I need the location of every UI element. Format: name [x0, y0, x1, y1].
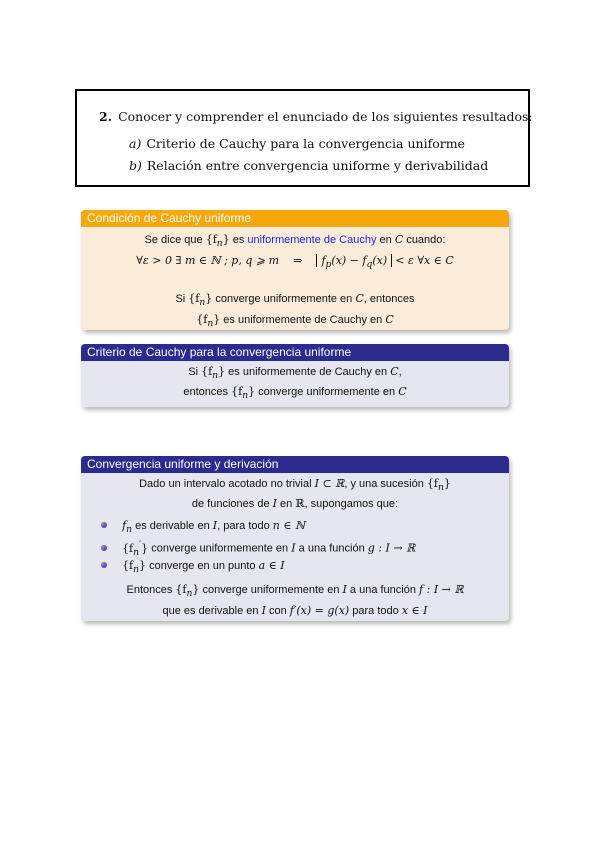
bullet-dot-icon	[101, 545, 107, 551]
exercise-item-b: b) Relación entre convergencia uniforme y derivabilidad	[129, 158, 489, 173]
hypothesis-line-1: Dado un intervalo acotado no trivial I ⊂ ℝ, y una sucesión $\{f_n\}$	[139, 477, 451, 494]
block-title: Convergencia uniforme y derivación	[81, 456, 509, 473]
uniform-cauchy-link: uniformemente de Cauchy	[247, 234, 377, 246]
cauchy-formula: ∀ε > 0 ∃ m ∈ ℕ ; p, q ⩾ m ⇒ $f_p(x) - f_q(x) < \varepsilon$ ∀x ∈ C	[136, 254, 454, 271]
bullet-item: $\{f_n\}$ converge en un punto a ∈ I	[101, 559, 285, 575]
exercise-intro: 2. Conocer y comprender el enunciado de los siguientes resultados:	[99, 109, 533, 124]
remark-line-1: Si $\{f_n\}$ converge uniformemente en C, entonces	[175, 292, 415, 309]
bullet-item: $\{f_n'\}$ converge uniformemente en I a una función g : I → ℝ	[101, 539, 415, 558]
cauchy-condition-block	[81, 210, 509, 330]
hypothesis-line-2: de funciones de I en ℝ, supongamos que:	[191, 497, 399, 510]
definition-line: Se dice que $\{f_n\}$ es uniformemente de Cauchy en C cuando:	[144, 233, 446, 250]
bullet-dot-icon	[101, 522, 107, 528]
cauchy-criterion-block	[81, 344, 509, 407]
block-title: Criterio de Cauchy para la convergencia uniforme	[81, 344, 509, 361]
bullet-item: $f_n$ es derivable en I, para todo n ∈ ℕ	[101, 519, 305, 535]
exercise-box	[75, 89, 533, 187]
block-title: Condición de Cauchy uniforme	[81, 210, 509, 227]
bullet-dot-icon	[101, 562, 107, 568]
uniform-derivation-block	[81, 456, 509, 621]
exercise-number: 2.	[99, 109, 113, 124]
criterion-line-1: Si $\{f_n\}$ es uniformemente de Cauchy en C,	[188, 365, 402, 382]
conclusion-line-2: que es derivable en I con f′(x) = g(x) para todo x ∈ I	[162, 604, 428, 617]
conclusion-line-1: Entonces $\{f_n\}$ converge uniformemente en I a una función f : I → ℝ	[126, 583, 464, 600]
criterion-line-2: entonces $\{f_n\}$ converge uniformemente en C	[183, 385, 407, 402]
exercise-item-a: a) Criterio de Cauchy para la convergencia uniforme	[129, 136, 465, 151]
remark-line-2: $\{f_n\}$ es uniformemente de Cauchy en C	[196, 313, 394, 330]
